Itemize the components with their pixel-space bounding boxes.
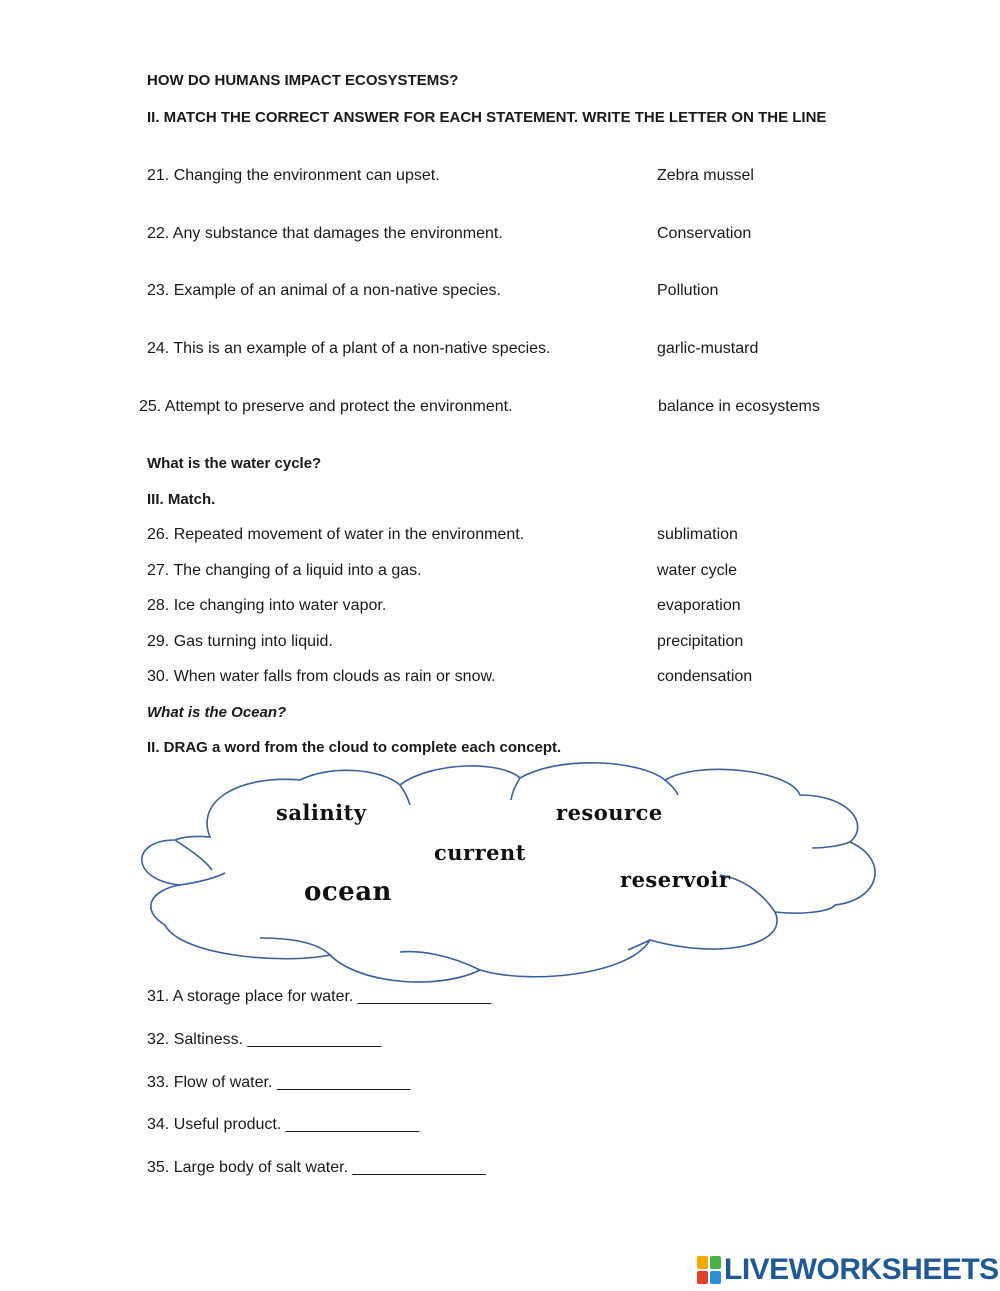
cloud-word-current[interactable]: current xyxy=(434,840,527,865)
cloud-word-reservoir[interactable]: reservoir xyxy=(620,867,731,892)
concept-33[interactable]: 33. Flow of water. _______________ xyxy=(147,1074,411,1091)
section2-heading: What is the water cycle? xyxy=(147,455,322,472)
liveworksheets-logo-text: LIVEWORKSHEETS xyxy=(724,1253,999,1286)
option-pollution[interactable]: Pollution xyxy=(657,282,719,299)
option-water-cycle[interactable]: water cycle xyxy=(657,562,738,579)
section1-instruction: II. MATCH THE CORRECT ANSWER FOR EACH STATEMENT. WRITE THE LETTER ON THE LINE xyxy=(147,109,827,126)
section3-heading: What is the Ocean? xyxy=(147,704,287,721)
concept-35[interactable]: 35. Large body of salt water. _______________ xyxy=(147,1159,486,1176)
concept-34[interactable]: 34. Useful product. _______________ xyxy=(147,1116,420,1133)
option-zebra-mussel[interactable]: Zebra mussel xyxy=(657,167,754,184)
statement-25: 25. Attempt to preserve and protect the environment. xyxy=(139,398,513,415)
statement-30: 30. When water falls from clouds as rain or snow. xyxy=(147,668,496,685)
option-precipitation[interactable]: precipitation xyxy=(657,633,744,650)
liveworksheets-logo-icon xyxy=(697,1256,721,1284)
cloud-word-ocean[interactable]: ocean xyxy=(304,877,392,907)
option-condensation[interactable]: condensation xyxy=(657,668,753,685)
statement-23: 23. Example of an animal of a non-native species. xyxy=(147,282,501,299)
statement-29: 29. Gas turning into liquid. xyxy=(147,633,333,650)
statement-24: 24. This is an example of a plant of a non-native species. xyxy=(147,340,551,357)
option-garlic-mustard[interactable]: garlic-mustard xyxy=(657,340,759,357)
section3-instruction: II. DRAG a word from the cloud to complete each concept. xyxy=(147,739,562,756)
concept-31[interactable]: 31. A storage place for water. _______________ xyxy=(147,988,492,1005)
statement-21: 21. Changing the environment can upset. xyxy=(147,167,440,184)
cloud-word-resource[interactable]: resource xyxy=(556,800,663,825)
option-sublimation[interactable]: sublimation xyxy=(657,526,738,543)
concept-32[interactable]: 32. Saltiness. _______________ xyxy=(147,1031,381,1048)
cloud-word-salinity[interactable]: salinity xyxy=(276,800,367,825)
option-conservation[interactable]: Conservation xyxy=(657,225,752,242)
statement-26: 26. Repeated movement of water in the environment. xyxy=(147,526,525,543)
statement-28: 28. Ice changing into water vapor. xyxy=(147,597,387,614)
statement-27: 27. The changing of a liquid into a gas. xyxy=(147,562,422,579)
section1-heading: HOW DO HUMANS IMPACT ECOSYSTEMS? xyxy=(147,72,459,89)
section2-instruction: III. Match. xyxy=(147,491,216,508)
option-balance-in-ecosystems[interactable]: balance in ecosystems xyxy=(658,398,820,415)
option-evaporation[interactable]: evaporation xyxy=(657,597,741,614)
statement-22: 22. Any substance that damages the environment. xyxy=(147,225,503,242)
liveworksheets-logo xyxy=(697,1254,999,1286)
